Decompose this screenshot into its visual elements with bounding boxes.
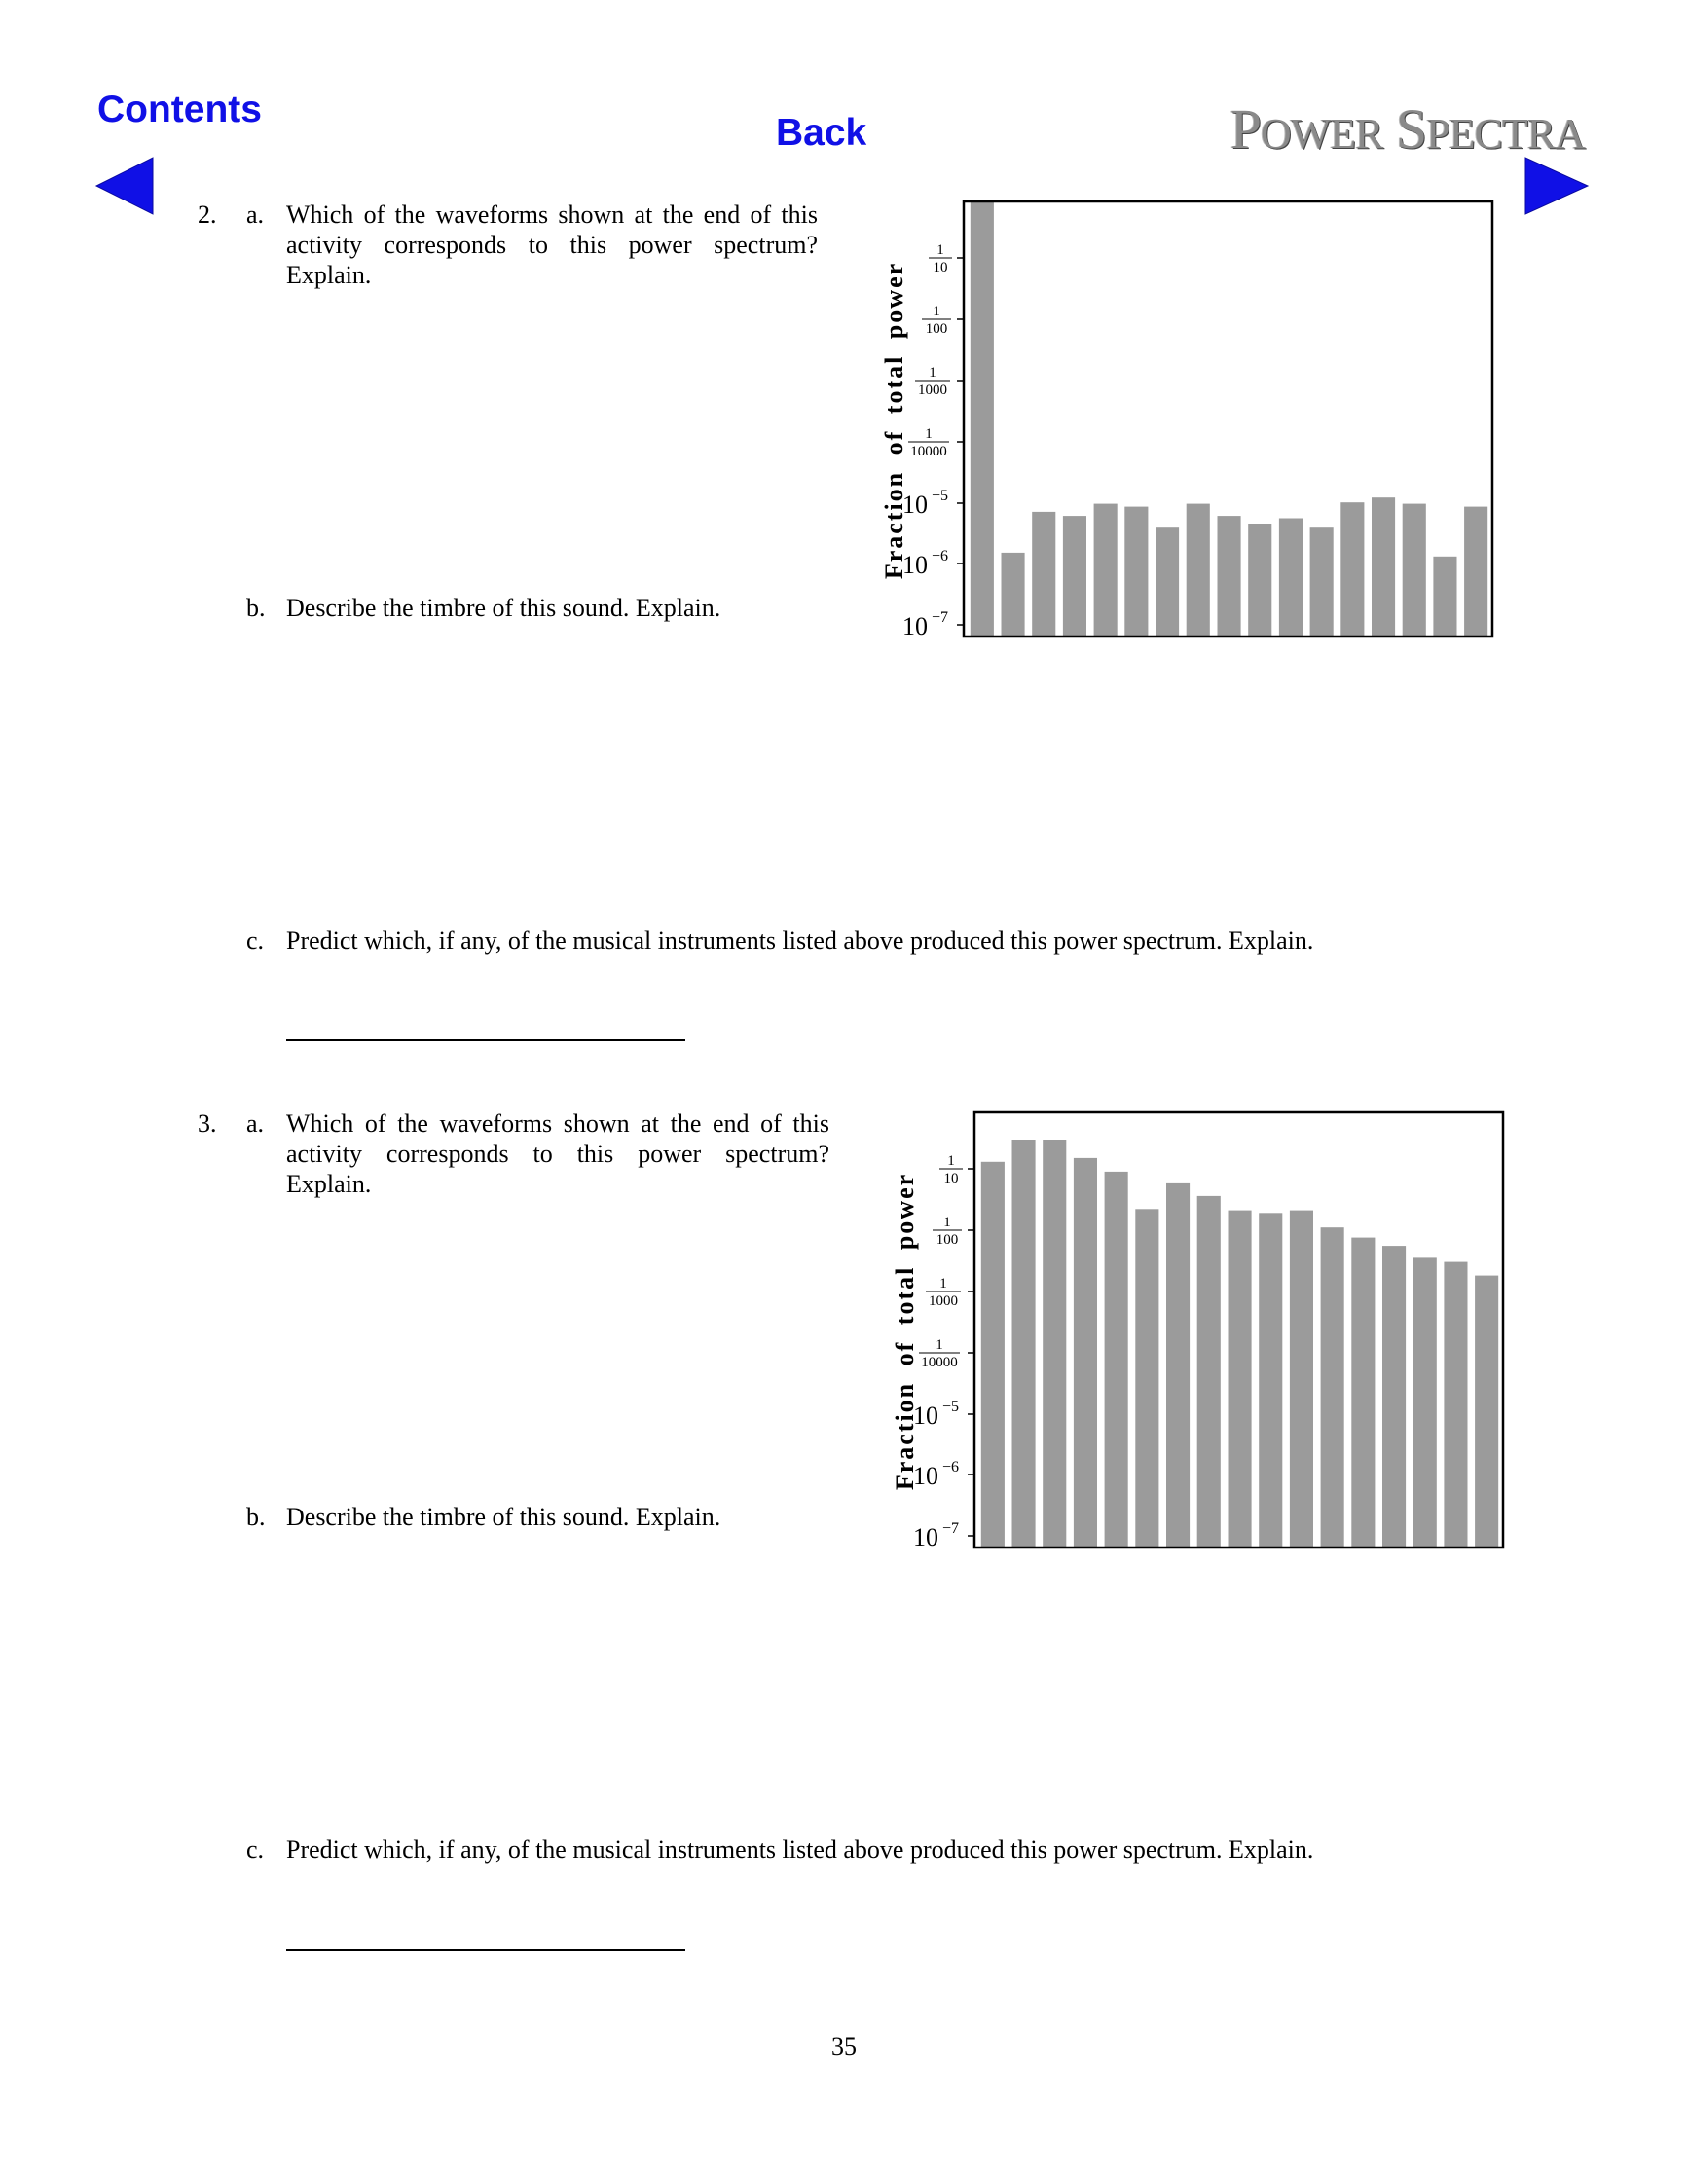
y-tick-label — [913, 1459, 959, 1490]
part-c-text: Predict which, if any, of the musical instruments listed above produced this power spectrum. Explain. — [286, 1836, 1314, 1864]
bar-12 — [1321, 1227, 1344, 1547]
power-exponent: −5 — [942, 1399, 960, 1415]
bar-6 — [1135, 1209, 1158, 1547]
bar-2 — [1012, 1140, 1036, 1547]
bar-17 — [1475, 1276, 1498, 1547]
answer-line — [286, 1949, 685, 1951]
power-base: 10 — [913, 1523, 938, 1551]
fraction-numerator: 1 — [925, 426, 933, 442]
bar-14 — [1382, 1246, 1406, 1547]
power-spectrum-chart-q2 — [866, 195, 1499, 657]
page-header-title — [1229, 97, 1585, 161]
answer-line — [286, 1039, 685, 1041]
bar-13 — [1340, 502, 1364, 636]
bar-15 — [1413, 1257, 1437, 1547]
fraction-denominator: 10 — [933, 260, 948, 275]
question-number: 3. — [198, 1110, 217, 1138]
fraction-denominator: 10000 — [910, 444, 947, 459]
bar-11 — [1290, 1211, 1313, 1547]
header-title-s-cap: S — [1396, 97, 1427, 161]
bar-9 — [1218, 516, 1241, 636]
bar-5 — [1105, 1172, 1128, 1547]
part-a-letter: a. — [246, 200, 265, 229]
previous-page-button[interactable] — [94, 156, 155, 221]
part-c-text: Predict which, if any, of the musical instruments listed above produced this power spectrum. Explain. — [286, 927, 1314, 955]
bar-10 — [1248, 524, 1271, 636]
part-a-text: Which of the waveforms shown at the end of this activity corresponds to this power spectrum? Explain. — [286, 200, 818, 289]
left-triangle-icon — [94, 156, 155, 216]
part-a-text: Which of the waveforms shown at the end of this activity corresponds to this power spectrum? Explain. — [286, 1110, 829, 1198]
fraction-numerator: 1 — [933, 304, 940, 319]
fraction-numerator: 1 — [936, 242, 944, 258]
power-base: 10 — [902, 491, 928, 519]
y-tick-label — [908, 426, 949, 459]
bar-11 — [1279, 519, 1303, 637]
part-b-text: Describe the timbre of this sound. Explain. — [286, 594, 721, 622]
y-tick-label — [939, 1153, 963, 1186]
bar-15 — [1403, 504, 1426, 636]
power-base: 10 — [913, 1462, 938, 1490]
power-exponent: −6 — [942, 1459, 960, 1475]
bar-1 — [971, 201, 994, 636]
header-title-p-cap: P — [1229, 97, 1261, 161]
bar-7 — [1166, 1183, 1190, 1547]
part-a-letter: a. — [246, 1110, 265, 1138]
bar-4 — [1074, 1158, 1097, 1547]
bar-5 — [1094, 504, 1118, 636]
bar-7 — [1156, 527, 1179, 636]
y-tick-label — [902, 488, 948, 519]
back-link[interactable]: Back — [776, 112, 867, 154]
y-tick-label — [902, 548, 948, 579]
fraction-numerator: 1 — [939, 1276, 947, 1292]
part-b-letter: b. — [246, 594, 266, 622]
y-tick-label — [922, 304, 951, 337]
bar-8 — [1187, 504, 1210, 636]
bar-4 — [1063, 516, 1086, 636]
fraction-denominator: 1000 — [929, 1293, 958, 1309]
power-exponent: −7 — [942, 1520, 960, 1537]
header-title-p-rest: OWER — [1261, 110, 1383, 158]
bar-14 — [1372, 497, 1395, 636]
bar-17 — [1464, 507, 1487, 636]
power-base: 10 — [902, 551, 928, 579]
y-tick-label — [926, 1276, 961, 1309]
right-triangle-icon — [1523, 156, 1590, 216]
next-page-button[interactable] — [1523, 156, 1590, 221]
fraction-denominator: 10000 — [921, 1355, 958, 1370]
y-tick-label — [915, 365, 950, 398]
fraction-denominator: 1000 — [918, 382, 947, 398]
part-b-letter: b. — [246, 1503, 266, 1531]
y-tick-label — [919, 1337, 960, 1370]
y-tick-label — [929, 242, 952, 275]
fraction-numerator: 1 — [929, 365, 936, 381]
y-tick-label — [902, 609, 948, 640]
fraction-numerator: 1 — [936, 1337, 943, 1353]
fraction-denominator: 10 — [943, 1171, 959, 1186]
power-exponent: −7 — [932, 609, 949, 626]
power-base: 10 — [902, 612, 928, 640]
contents-link[interactable]: Contents — [97, 89, 262, 130]
bar-2 — [1002, 553, 1025, 636]
y-axis-label: Fraction of total power — [891, 1172, 919, 1491]
part-b-text: Describe the timbre of this sound. Explain. — [286, 1503, 721, 1531]
bar-9 — [1229, 1211, 1252, 1547]
power-base: 10 — [913, 1401, 938, 1430]
y-tick-label — [913, 1399, 959, 1430]
header-title-s-rest: PECTRA — [1426, 110, 1585, 158]
fraction-denominator: 100 — [936, 1232, 959, 1248]
part-c-letter: c. — [246, 927, 265, 955]
bar-3 — [1043, 1140, 1066, 1547]
fraction-numerator: 1 — [943, 1215, 951, 1230]
y-axis-label: Fraction of total power — [880, 261, 908, 580]
bar-16 — [1433, 557, 1456, 636]
bar-1 — [981, 1162, 1005, 1547]
bar-16 — [1444, 1262, 1467, 1547]
y-tick-label — [933, 1215, 962, 1248]
bar-6 — [1124, 507, 1148, 636]
y-tick-label — [913, 1520, 959, 1551]
part-c-letter: c. — [246, 1836, 265, 1864]
bar-13 — [1351, 1238, 1375, 1547]
power-spectrum-svg — [866, 195, 1499, 652]
power-exponent: −5 — [932, 488, 949, 504]
power-spectrum-chart-q3 — [877, 1106, 1510, 1568]
power-exponent: −6 — [932, 548, 949, 564]
fraction-numerator: 1 — [947, 1153, 955, 1169]
power-spectrum-svg — [877, 1106, 1510, 1563]
bar-3 — [1032, 512, 1055, 636]
fraction-denominator: 100 — [925, 321, 948, 337]
page-number: 35 — [831, 2032, 857, 2060]
bar-8 — [1197, 1196, 1221, 1547]
question-number: 2. — [198, 200, 217, 229]
bar-12 — [1310, 527, 1334, 636]
bar-10 — [1259, 1213, 1282, 1547]
